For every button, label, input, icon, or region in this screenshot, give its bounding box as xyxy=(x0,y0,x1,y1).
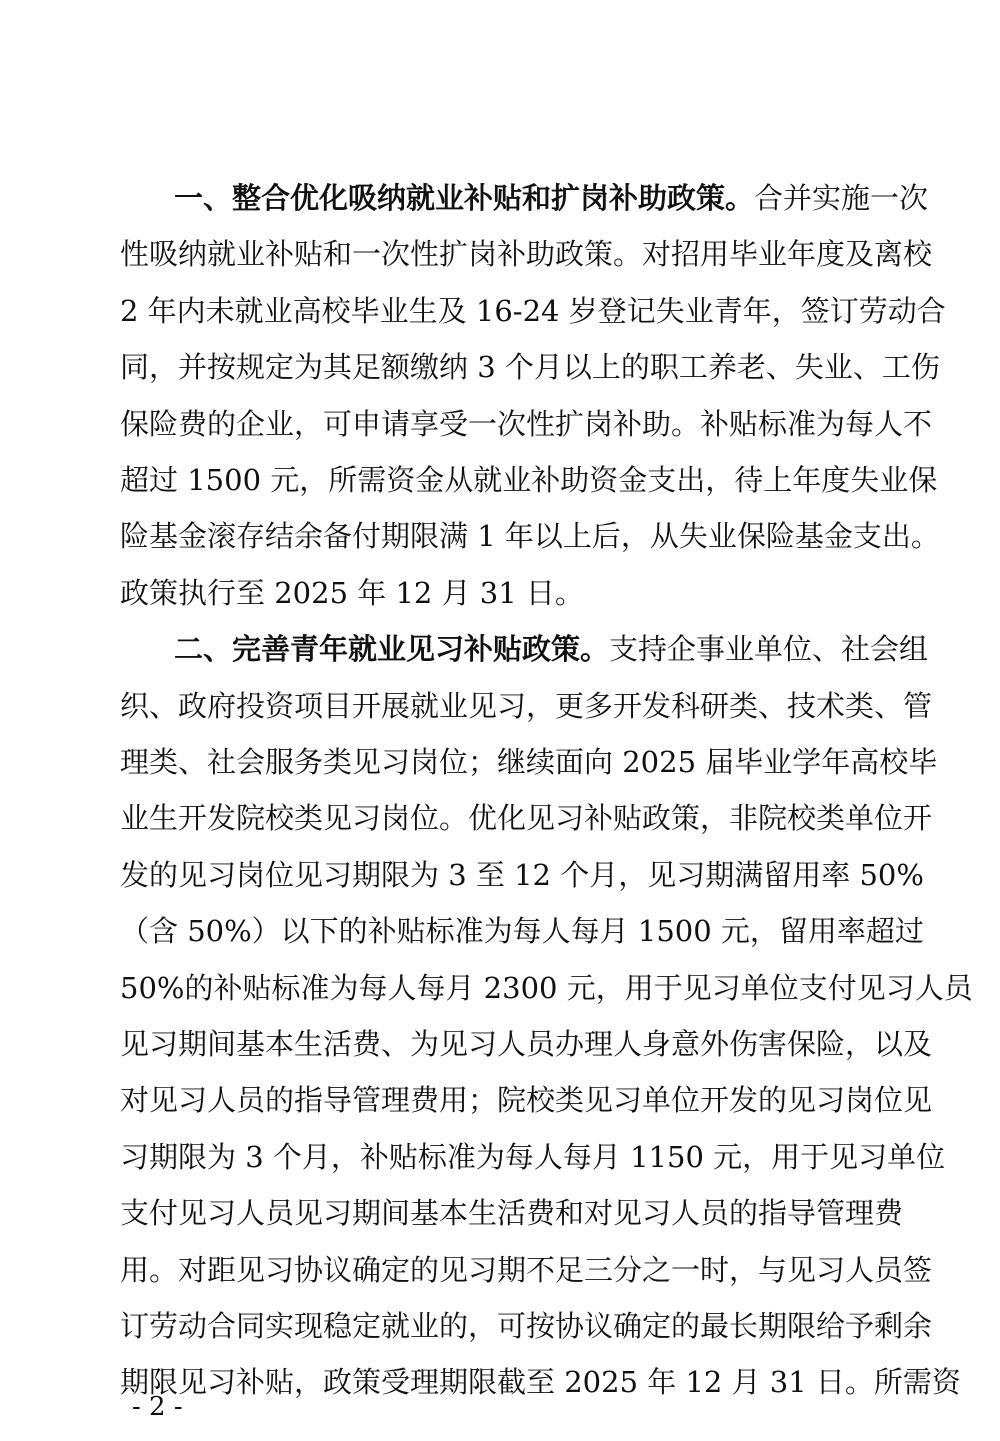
section1-line-1-text: 合并实施一次 xyxy=(754,181,929,215)
section2-line-8: 见习期间基本生活费、为见习人员办理人身意外伤害保险，以及 xyxy=(120,1027,933,1061)
section2-line-6: （含 50%）以下的补贴标准为每人每月 1500 元，留用率超过 xyxy=(120,914,924,948)
section2-line-12: 用。对距见习协议确定的见习期不足三分之一时，与见习人员签 xyxy=(120,1253,933,1287)
section2-line-14: 期限见习补贴，政策受理期限截至 2025 年 12 月 31 日。所需资 xyxy=(120,1365,961,1399)
section1-line-5: 保险费的企业，可申请享受一次性扩岗补助。补贴标准为每人不 xyxy=(120,407,933,441)
section2-line-1-text: 支持企事业单位、社会组 xyxy=(609,632,929,666)
section2-line-7: 50%的补贴标准为每人每月 2300 元，用于见习单位支付见习人员 xyxy=(120,971,973,1005)
section2-line-2: 织、政府投资项目开展就业见习，更多开发科研类、技术类、管 xyxy=(120,689,933,723)
section1-line-6: 超过 1500 元，所需资金从就业补助资金支出，待上年度失业保 xyxy=(120,463,938,497)
section1-line-1 xyxy=(174,178,929,218)
section1-line-4: 同，并按规定为其足额缴纳 3 个月以上的职工养老、失业、工伤 xyxy=(120,350,940,384)
section2-line-5: 发的见习岗位见习期限为 3 至 12 个月，见习期满留用率 50% xyxy=(120,858,924,892)
section2-heading: 二、完善青年就业见习补贴政策。 xyxy=(174,632,610,666)
section2-line-13: 订劳动合同实现稳定就业的，可按协议确定的最长期限给予剩余 xyxy=(120,1309,933,1343)
section1-line-3: 2 年内未就业高校毕业生及 16-24 岁登记失业青年，签订劳动合 xyxy=(120,294,946,328)
section1-line-2: 性吸纳就业补贴和一次性扩岗补助政策。对招用毕业年度及离校 xyxy=(120,237,933,271)
section2-line-9: 对见习人员的指导管理费用；院校类见习单位开发的见习岗位见 xyxy=(120,1083,933,1117)
section2-line-4: 业生开发院校类见习岗位。优化见习补贴政策，非院校类单位开 xyxy=(120,801,933,835)
section2-line-1 xyxy=(174,629,929,669)
section1-line-8: 政策执行至 2025 年 12 月 31 日。 xyxy=(120,576,584,610)
section2-line-11: 支付见习人员见习期间基本生活费和对见习人员的指导管理费 xyxy=(120,1196,904,1230)
page-number: - 2 - xyxy=(132,1392,183,1422)
section2-line-3: 理类、社会服务类见习岗位；继续面向 2025 届毕业学年高校毕 xyxy=(120,745,938,779)
section1-heading: 一、整合优化吸纳就业补贴和扩岗补助政策。 xyxy=(174,181,755,215)
section1-line-7: 险基金滚存结余备付期限满 1 年以上后，从失业保险基金支出。 xyxy=(120,519,940,553)
section2-line-10: 习期限为 3 个月，补贴标准为每人每月 1150 元，用于见习单位 xyxy=(120,1140,946,1174)
